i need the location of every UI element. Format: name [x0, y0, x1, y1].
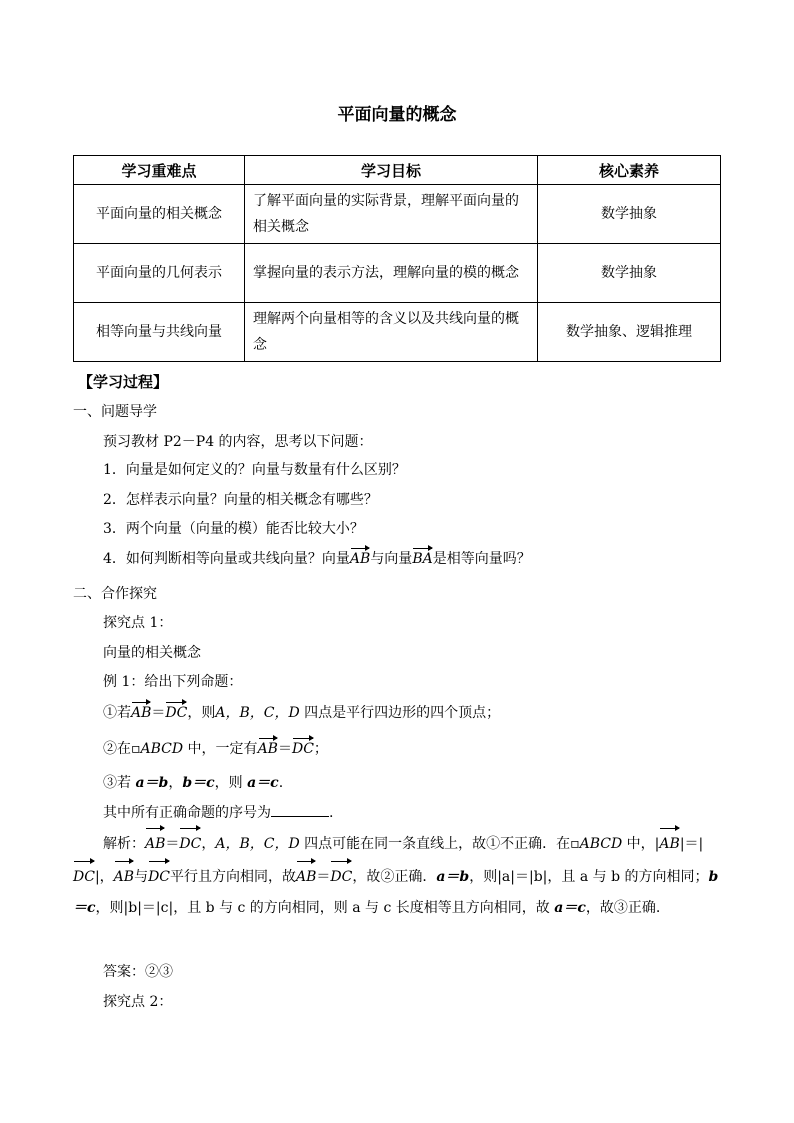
vector-dc: DC — [165, 701, 187, 723]
text: |， — [94, 869, 114, 885]
equals-sign: ＝ — [165, 836, 180, 852]
literacy-cell: 数学抽象、逻辑推理 — [538, 303, 721, 362]
vector-ab: AB — [131, 701, 151, 723]
objective-cell: 理解两个向量相等的含义以及共线向量的概念 — [245, 303, 538, 362]
q4-text-a: 4．如何判断相等向量或共线向量？向量 — [103, 551, 350, 567]
text: ，故②正确． — [352, 869, 437, 885]
analysis-label: 解析： — [103, 836, 145, 852]
answer-line: 答案：②③ — [103, 964, 173, 980]
objective-cell: 了解平面向量的实际背景，理解平面向量的相关概念 — [245, 185, 538, 244]
key-point-cell: 相等向量与共线向量 — [74, 303, 245, 362]
table-header-row — [74, 156, 721, 185]
expression: a＝b — [436, 869, 470, 885]
question-3: 3．两个向量（向量的模）能否比较大小？ — [103, 521, 364, 537]
q4-text-b: 与向量 — [370, 551, 413, 567]
text: . — [278, 775, 284, 791]
proposition-2 — [103, 737, 328, 759]
literacy-cell: 数学抽象 — [538, 244, 721, 303]
table-row — [74, 244, 721, 303]
text: 平行且方向相同，故 — [170, 869, 296, 885]
parallelogram-name: ABCD — [579, 836, 623, 852]
question-4 — [103, 547, 531, 569]
text: ①若 — [103, 705, 131, 721]
points: A，B，C，D — [215, 836, 300, 852]
equals-sign: ＝ — [277, 741, 292, 757]
text: ，故③正确. — [585, 900, 661, 916]
vector-ab: AB — [659, 827, 679, 860]
expression: b＝c — [73, 869, 719, 916]
vector-ba: BA — [412, 547, 432, 569]
text: ； — [313, 741, 328, 757]
equals-sign: ＝ — [316, 869, 331, 885]
key-point-cell: 平面向量的几何表示 — [74, 244, 245, 303]
literacy-cell: 数学抽象 — [538, 185, 721, 244]
explore-point-1: 探究点 1： — [103, 615, 173, 631]
header-objectives: 学习目标 — [245, 156, 538, 185]
page-title: 平面向量的概念 — [337, 105, 457, 125]
text: ，则 — [187, 705, 216, 721]
vector-ab: AB — [296, 860, 316, 893]
explore-point-2: 探究点 2： — [103, 994, 173, 1010]
text: 四点可能在同一条直线上，故①不正确．在▫ — [299, 836, 580, 852]
vector-dc: DC — [292, 737, 314, 759]
text: ③若 — [103, 775, 136, 791]
learning-process-heading: 【学习过程】 — [78, 373, 169, 391]
topic-vector-concepts: 向量的相关概念 — [103, 645, 201, 661]
expression: a＝b — [135, 775, 169, 791]
text: . — [329, 805, 334, 821]
table-row — [74, 185, 721, 244]
vector-ab: AB — [145, 827, 165, 860]
header-key-points: 学习重难点 — [74, 156, 245, 185]
question-1: 1．向量是如何定义的？向量与数量有什么区别？ — [103, 462, 406, 478]
vector-ab: AB — [258, 737, 278, 759]
text: ，则|a|＝|b|，且 a 与 b 的方向相同； — [469, 869, 709, 885]
text: ， — [168, 775, 183, 791]
text: ，则 — [214, 775, 248, 791]
example-1-label: 例 1：给出下列命题： — [103, 674, 243, 690]
vector-ab: AB — [350, 547, 370, 569]
equals-sign: ＝ — [151, 705, 166, 721]
key-point-cell: 平面向量的相关概念 — [74, 185, 245, 244]
table-row — [74, 303, 721, 362]
text: ，则|b|＝|c|，且 b 与 c 的方向相同，则 a 与 c 长度相等且方向相同，故 — [95, 900, 555, 916]
vector-dc: DC — [330, 860, 352, 893]
part2-heading: 二、合作探究 — [73, 586, 157, 602]
question-prompt — [103, 802, 333, 823]
points: A，B，C，D — [215, 705, 300, 721]
text: 与 — [134, 869, 149, 885]
text: |＝| — [679, 836, 704, 852]
header-core-literacy: 核心素养 — [538, 156, 721, 185]
text: 其中所有正确命题的序号为 — [103, 805, 271, 821]
preview-instruction: 预习教材 P2－P4 的内容，思考以下问题： — [103, 434, 373, 450]
text: 中，一定有 — [183, 741, 258, 757]
question-2: 2．怎样表示向量？向量的相关概念有哪些？ — [103, 492, 378, 508]
learning-goals-table — [73, 155, 721, 362]
expression: b＝c — [182, 775, 215, 791]
parallelogram-name: ABCD — [140, 741, 184, 757]
text: ， — [201, 836, 216, 852]
vector-dc: DC — [179, 827, 201, 860]
proposition-1 — [103, 701, 500, 723]
proposition-3 — [103, 773, 283, 793]
text: 四点是平行四边形的四个顶点； — [299, 705, 501, 721]
analysis-paragraph — [73, 827, 723, 924]
answer-blank — [271, 802, 329, 817]
vector-dc: DC — [148, 860, 170, 893]
vector-ab: AB — [114, 860, 134, 893]
q4-text-c: 是相等向量吗？ — [432, 551, 531, 567]
vector-dc: DC — [73, 860, 95, 893]
objective-cell: 掌握向量的表示方法，理解向量的模的概念 — [245, 244, 538, 303]
part1-heading: 一、问题导学 — [73, 404, 157, 420]
text: 中，| — [622, 836, 660, 852]
expression: a＝c — [247, 775, 279, 791]
expression: a＝c — [554, 900, 586, 916]
text: ②在▫ — [103, 741, 141, 757]
